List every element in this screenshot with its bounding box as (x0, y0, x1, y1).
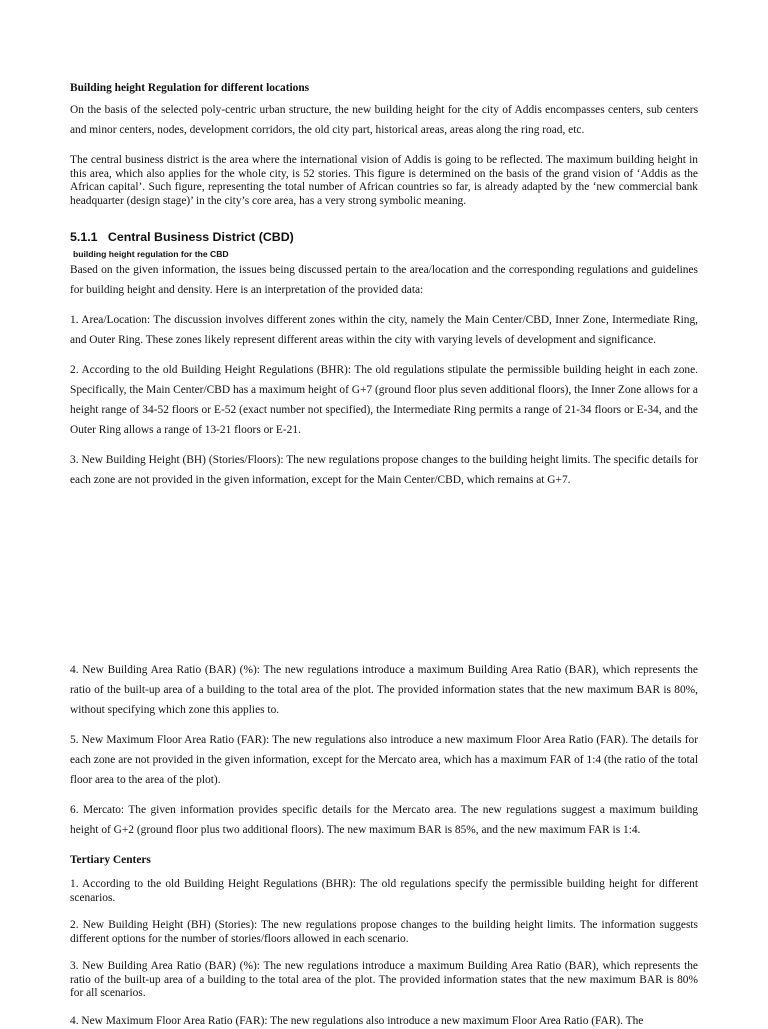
intro-paragraph: On the basis of the selected poly-centric urban structure, the new building height for the city of Addis encompasses centers, sub centers and minor centers, nodes, development corridors, the old city part, historical areas, areas along the ring road, etc. (70, 104, 698, 136)
cbd-paragraph: The central business district is the area where the international vision of Addis is going to be reflected. The maximum building height in this area, which also applies for the whole city, is 52 stories. This figure is determined on the basis of the grand vision of ‘Addis as the African capital’. Such figure, representing the total number of African countries so far, is already adapted by the ‘new commercial bank headquarter (design stage)’ in the city’s core area, has a very strong symbolic meaning. (70, 154, 698, 207)
tertiary-heading: Tertiary Centers (70, 854, 151, 866)
cbd-item-old-bhr: 2. According to the old Building Height Regulations (BHR): The old regulations stipulate the permissible building height in each zone. Specifically, the Main Center/CBD has a maximum height of G+7 (ground floor plus seven additional floors), the Inner Zone allows for a height range of 34-52 floors or E-52 (exact number not specified), the Intermediate Ring permits a range of 21-34 floors or E-34, and the Outer Ring allows a range of 13-21 floors or E-21. (70, 364, 698, 436)
cbd-item-mercato: 6. Mercato: The given information provides specific details for the Mercato area. The new regulations suggest a maximum building height of G+2 (ground floor plus two additional floors). The new maximum BAR is 85%, and the new maximum FAR is 1:4. (70, 804, 698, 836)
tertiary-item-new-far: 4. New Maximum Floor Area Ratio (FAR): The new regulations also introduce a new maximum Floor Area Ratio (FAR). The (70, 1015, 644, 1027)
tertiary-item-new-bh: 2. New Building Height (BH) (Stories): The new regulations propose changes to the building height limits. The information suggests different options for the number of stories/floors allowed in each scenario. (70, 919, 698, 945)
cbd-item-area-location: 1. Area/Location: The discussion involves different zones within the city, namely the Main Center/CBD, Inner Zone, Intermediate Ring, and Outer Ring. These zones likely represent different areas within the city with varying levels of development and significance. (70, 314, 698, 346)
subsection-number: 5.1.1 (70, 230, 98, 244)
subsection-title: Central Business District (CBD) (107, 230, 294, 244)
figure-caption: building height regulation for the CBD (73, 249, 229, 259)
tertiary-item-new-bar: 3. New Building Area Ratio (BAR) (%): The new regulations introduce a maximum Building Area Ratio (BAR), which represents the ratio of the built-up area of a building to the total area of the plot. The provided information states that the new maximum BAR is 80% for all scenarios. (70, 960, 698, 999)
cbd-item-new-bar: 4. New Building Area Ratio (BAR) (%): The new regulations introduce a maximum Building Area Ratio (BAR), which represents the ratio of the built-up area of a building to the total area of the plot. The provided information states that the new maximum BAR is 80%, without specifying which zone this applies to. (70, 664, 698, 716)
cbd-item-new-far: 5. New Maximum Floor Area Ratio (FAR): The new regulations also introduce a new maximum Floor Area Ratio (FAR). The details for each zone are not provided in the given information, except for the Mercato area, which has a maximum FAR of 1:4 (the ratio of the total floor area to the area of the plot). (70, 734, 698, 786)
section-heading: Building height Regulation for different locations (70, 82, 310, 94)
interpretation-intro: Based on the given information, the issues being discussed pertain to the area/location and the corresponding regulations and guidelines for building height and density. Here is an interpretation of the provided data: (70, 264, 698, 296)
cbd-item-new-bh: 3. New Building Height (BH) (Stories/Floors): The new regulations propose changes to the building height limits. The specific details for each zone are not provided in the given information, except for the Main Center/CBD, which remains at G+7. (70, 454, 698, 486)
subsection-heading (70, 229, 698, 245)
tertiary-item-old-bhr: 1. According to the old Building Height Regulations (BHR): The old regulations specify the permissible building height for different scenarios. (70, 878, 698, 904)
